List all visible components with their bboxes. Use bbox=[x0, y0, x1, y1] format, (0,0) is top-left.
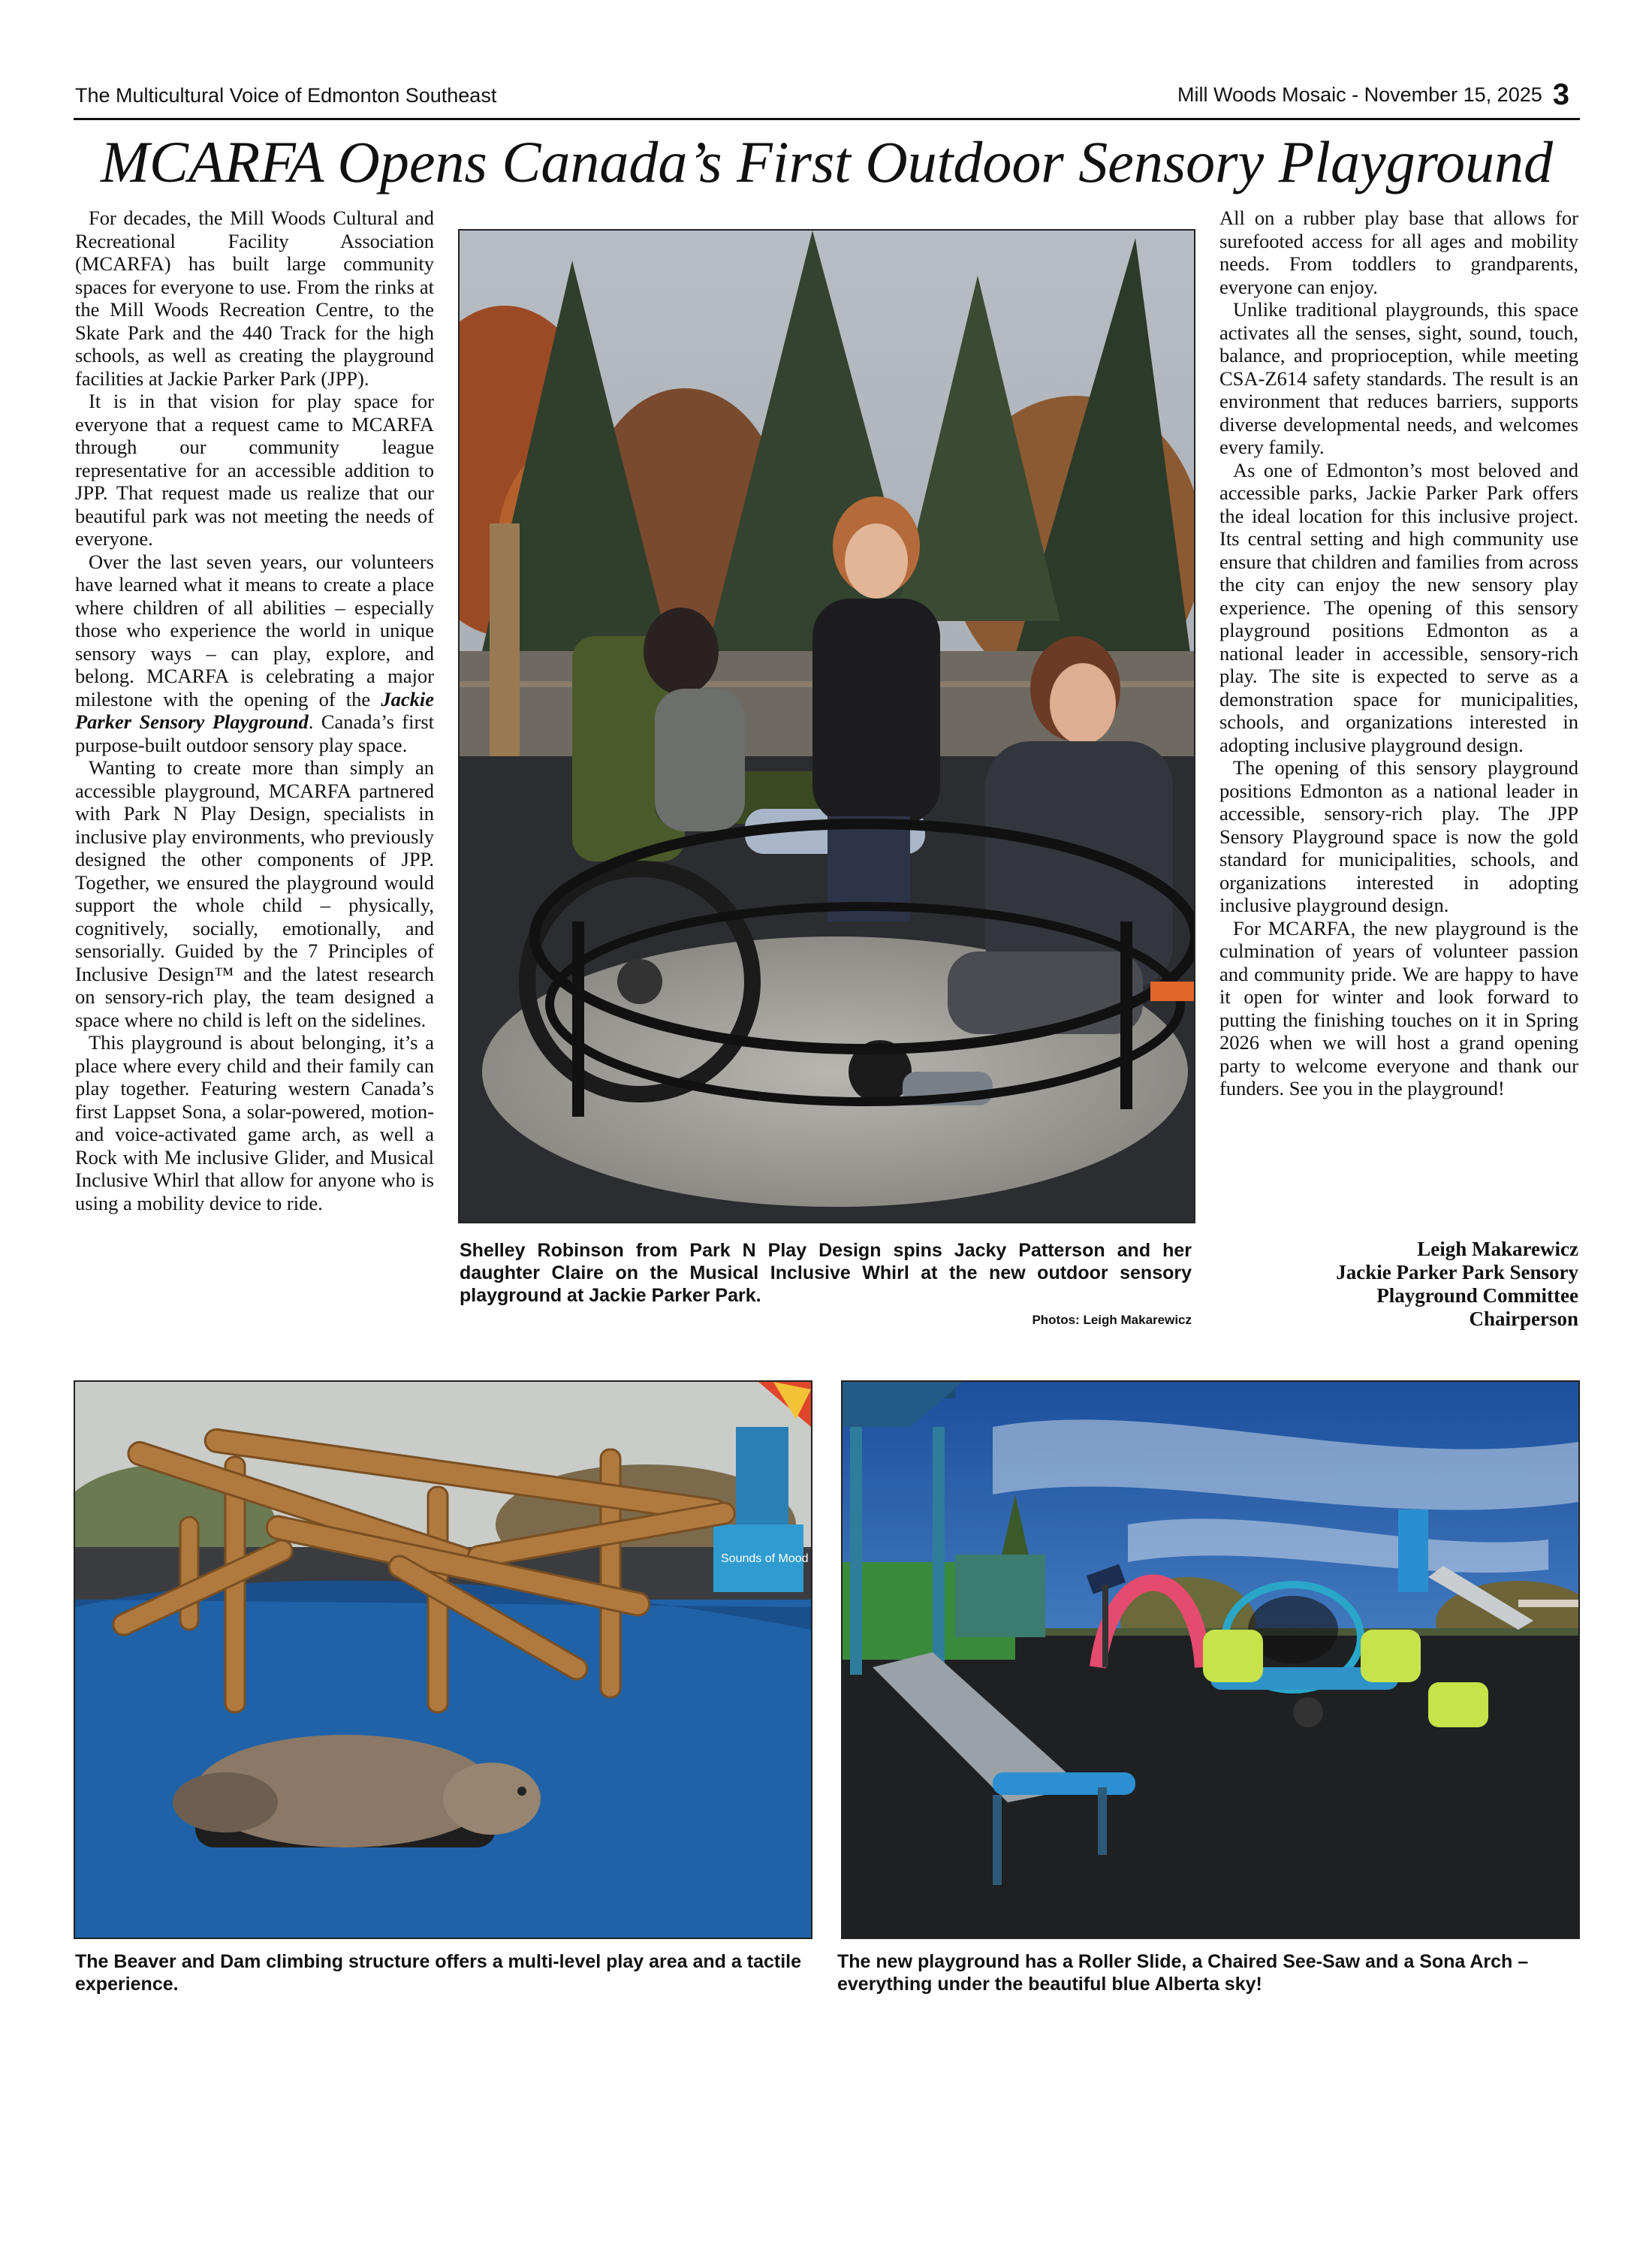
author-signature bbox=[1219, 1238, 1578, 1331]
author-title: Jackie Parker Park Sensory bbox=[1336, 1261, 1578, 1283]
photo-musical-whirl bbox=[458, 229, 1195, 1223]
whirl-illustration bbox=[460, 231, 1194, 1222]
article-headline: MCARFA Opens Canada’s First Outdoor Sensory Playground bbox=[100, 129, 1554, 195]
beaver-dam-illustration bbox=[75, 1382, 811, 1938]
photo-beaver-dam bbox=[74, 1380, 812, 1939]
paragraph: This playground is about belonging, it’s a place where every child and their family can play together. Featuring western Canada’s first Lappset Sona, a solar-powered, motion- and voice-activated game arch, as well a Rock with Me inclusive Glider, and Musical Inclusive Whirl that allow for anyone who is using a mobility device to ride. bbox=[75, 1031, 434, 1214]
playground-sign-text: Sounds of Mood bbox=[721, 1552, 809, 1565]
emphasis-playground-name: Jackie Parker Sensory Playground bbox=[75, 687, 434, 733]
paragraph: For decades, the Mill Woods Cultural and Recreational Facility Association (MCARFA) has built large community spaces for everyone to use. From the rinks at the Mill Woods Recreation Centre, to the Skate Park and the 440 Track for the high schools, as well as creating the playground facilities at Jackie Parker Park (JPP). bbox=[75, 207, 434, 390]
article-column-1 bbox=[75, 207, 434, 1214]
photo-playground-equipment bbox=[841, 1380, 1580, 1939]
paragraph: Unlike traditional playgrounds, this space activates all the senses, sight, sound, touch, balance, and proprioception, while meeting CSA-Z614 safety standards. The result is an environment that reduces barriers, supports diverse developmental needs, and welcomes every family. bbox=[1219, 298, 1578, 458]
issue-info bbox=[1177, 78, 1569, 112]
article-column-3 bbox=[1219, 207, 1578, 1100]
paragraph bbox=[75, 550, 434, 757]
main-photo-caption: Shelley Robinson from Park N Play Design spins Jacky Patterson and her daughter Claire on the Musical Inclusive Whirl at the new outdoor sensory playground at Jackie Parker Park. bbox=[460, 1240, 1192, 1306]
paragraph: It is in that vision for play space for everyone that a request came to MCARFA through our community league representative for an accessible addition to JPP. That request made us realize that our beautiful park was not meeting the needs of everyone. bbox=[75, 390, 434, 550]
paragraph: For MCARFA, the new playground is the culmination of years of volunteer passion and community pride. We are happy to have it open for winter and look forward to putting the finishing touches on it in Spring 2026 when we will host a grand opening party to welcome everyone and thank our funders. See you in the playground! bbox=[1219, 916, 1578, 1099]
text-run: . Canada’s first purpose-built outdoor sensory play space. bbox=[75, 710, 434, 756]
paragraph: Wanting to create more than simply an accessible playground, MCARFA partnered with Park N Play Design, specialists in inclusive play environments, who previously designed the other components of JPP. Together, we ensured the playground would support the whole child – physically, cognitively, socially, emotionally, and sensorially. Guided by the 7 Principles of Inclusive Design™ and the latest research on sensory-rich play, the team designed a space where no child is left on the sidelines. bbox=[75, 756, 434, 1031]
paragraph: All on a rubber play base that allows for surefooted access for all ages and mobility needs. From toddlers to grandparents, everyone can enjoy. bbox=[1219, 207, 1578, 298]
left-photo-caption: The Beaver and Dam climbing structure offers a multi-level play area and a tactile experience. bbox=[75, 1951, 801, 1995]
photo-credit: Photos: Leigh Makarewicz bbox=[1032, 1313, 1192, 1327]
right-photo-caption: The new playground has a Roller Slide, a Chaired See-Saw and a Sona Arch – everything under the beautiful blue Alberta sky! bbox=[837, 1951, 1529, 1995]
paragraph: As one of Edmonton’s most beloved and accessible parks, Jackie Parker Park offers the ideal location for this inclusive project. Its central setting and high community use ensure that children and families from across the city can enjoy the new sensory play experience. The opening of this sensory playground positions Edmonton as a national leader in accessible, sensory-rich play. The site is expected to serve as a demonstration space for municipalities, schools, and organizations interested in adopting inclusive playground design. bbox=[1219, 458, 1578, 756]
text-run: Over the last seven years, our volunteers have learned what it means to create a place where children of all abilities – especially those who experience the world in unique sensory ways – can play, explore, and belong. MCARFA is celebrating a major milestone with the opening of the bbox=[75, 550, 434, 710]
author-title: Playground Committee bbox=[1376, 1284, 1578, 1307]
page-number: 3 bbox=[1552, 78, 1569, 111]
author-title: Chairperson bbox=[1469, 1307, 1578, 1330]
playground-illustration bbox=[843, 1382, 1578, 1938]
issue-date: Mill Woods Mosaic - November 15, 2025 bbox=[1177, 83, 1542, 106]
header-rule bbox=[74, 118, 1580, 120]
paragraph: The opening of this sensory playground positions Edmonton as a national leader in accessible, sensory-rich play. The JPP Sensory Playground space is now the gold standard for municipalities, schools, and organizations interested in adopting inclusive playground design. bbox=[1219, 756, 1578, 916]
author-name: Leigh Makarewicz bbox=[1417, 1238, 1578, 1260]
publication-tagline: The Multicultural Voice of Edmonton Southeast bbox=[75, 84, 497, 107]
